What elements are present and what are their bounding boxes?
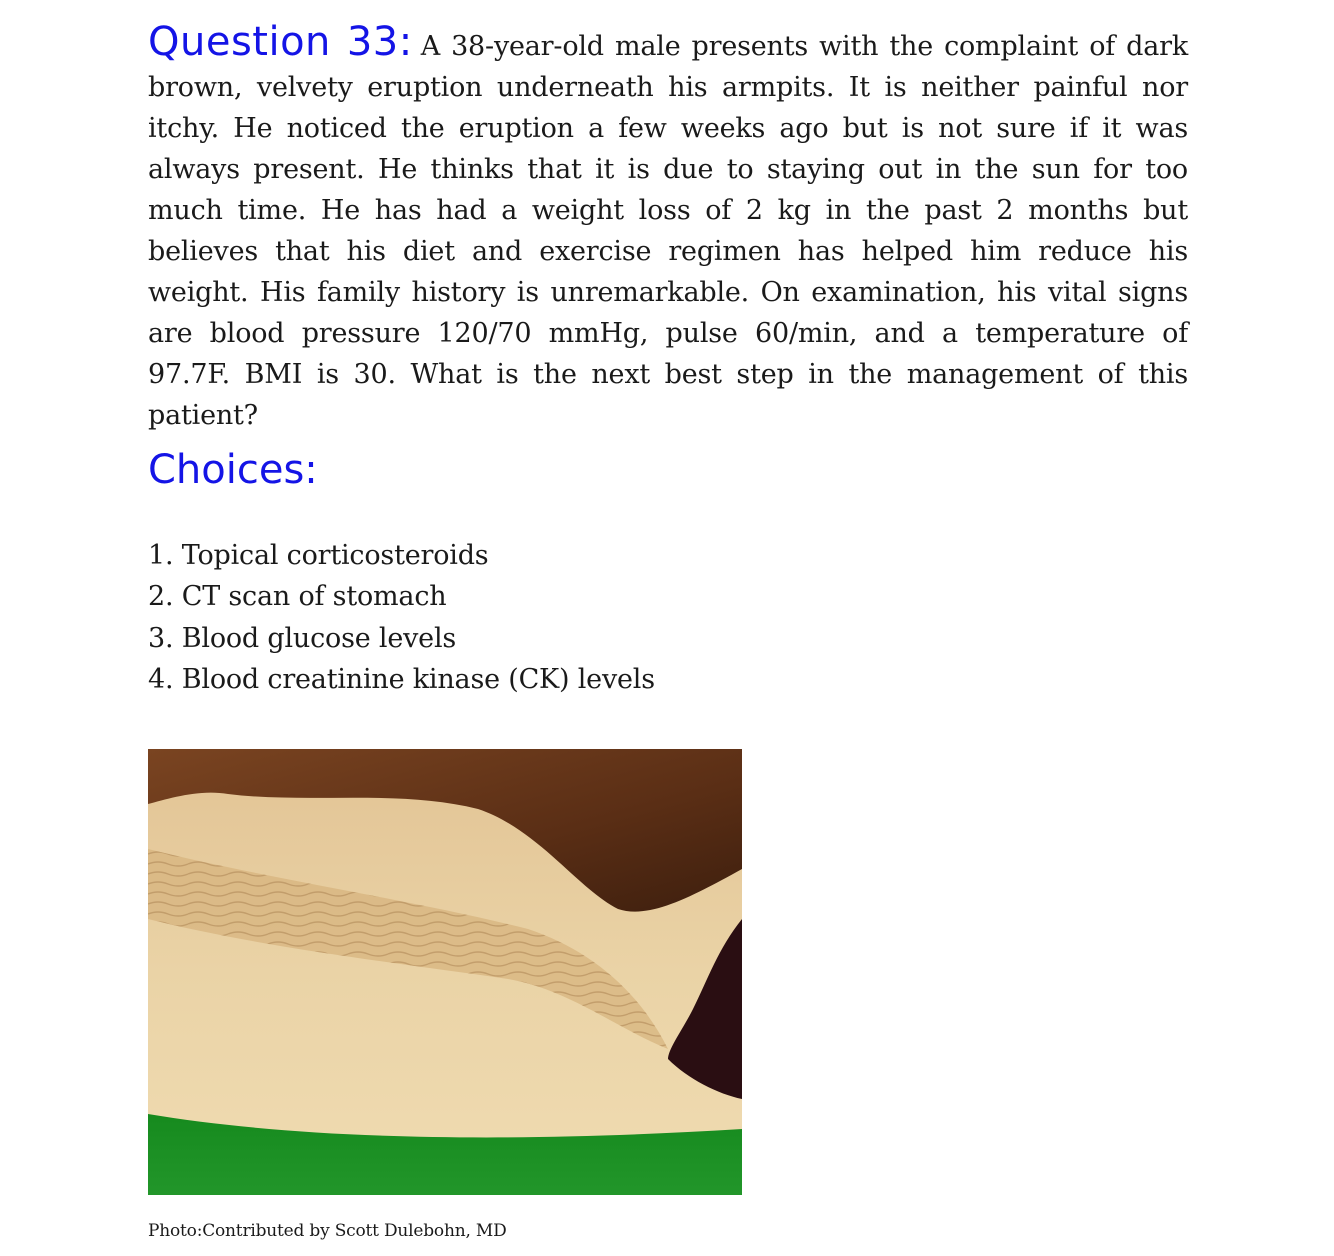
clinical-photo-illustration: [148, 749, 742, 1195]
question-heading: Question 33:: [148, 19, 413, 65]
choice-item: 1. Topical corticosteroids: [148, 540, 489, 571]
question-block: [148, 19, 1188, 436]
choice-list: [148, 535, 655, 700]
choice-item: 2. CT scan of stomach: [148, 581, 447, 613]
choice-item: 4. Blood creatinine kinase (CK) levels: [148, 663, 655, 695]
choice-item: 3. Blood glucose levels: [148, 622, 457, 654]
question-text: A 38-year-old male presents with the complaint of dark brown, velvety eruption underneath his armpits. It is neither painful nor itchy. He noticed the eruption a few weeks ago but is not sure if it was always present. He thinks that it is due to staying out in the sun for too much time. He has had a weight loss of 2 kg in the past 2 months but believes that his diet and exercise regimen has helped him reduce his weight. His family history is unremarkable. On examination, his vital signs are blood pressure 120/70 mmHg, pulse 60/min, and a temperature of 97.7F. BMI is 30. What is the next best step in the management of this patient?: [148, 31, 1188, 431]
clinical-photo: [148, 749, 742, 1195]
choices-heading: Choices:: [148, 447, 318, 493]
photo-caption: Photo:Contributed by Scott Dulebohn, MD: [148, 1221, 507, 1241]
